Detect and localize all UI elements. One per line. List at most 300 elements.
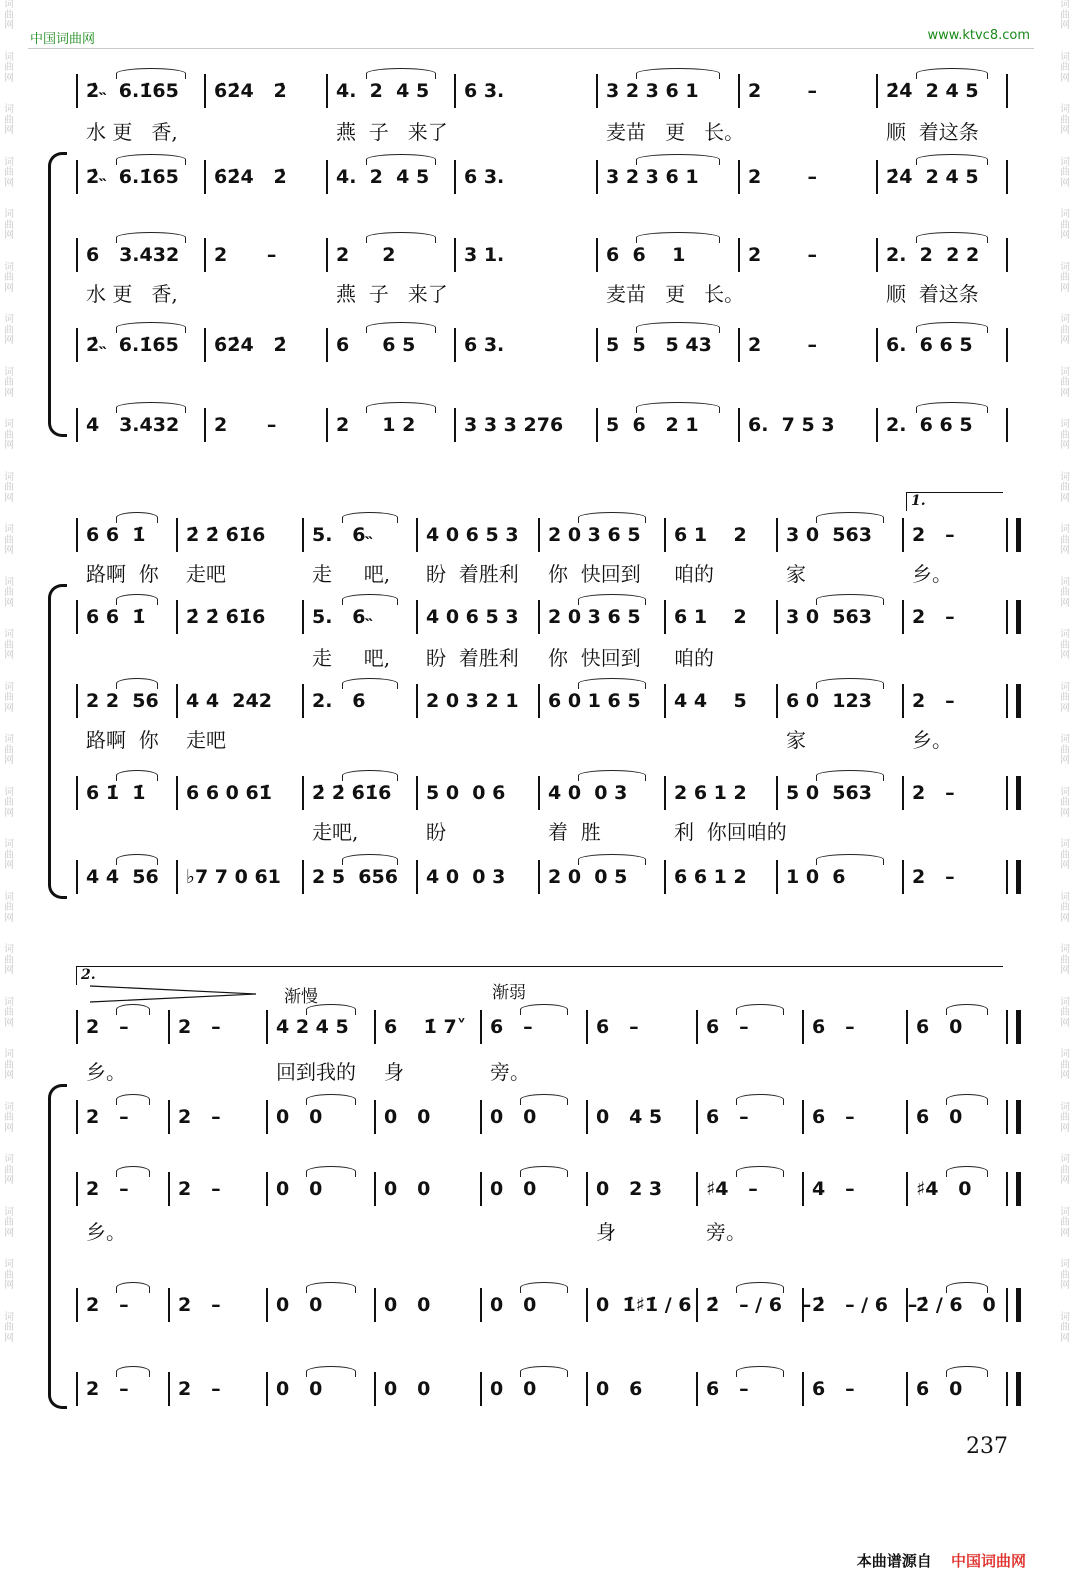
slur-mark (116, 232, 186, 243)
staff-row (76, 606, 1030, 628)
lyric-text: 你 快回到 (548, 646, 641, 670)
barline (906, 1288, 908, 1322)
slur-mark (366, 154, 436, 165)
tempo-marking: 渐慢 (284, 987, 318, 1007)
final-barline (1006, 1288, 1021, 1322)
slur-mark (816, 678, 884, 689)
lyric-text: 麦苗 更 长。 (606, 282, 745, 306)
barline (596, 74, 598, 108)
barline (906, 1372, 908, 1406)
measure-notes: 2 – (178, 1178, 221, 1200)
measure-notes: 1 0 6 (786, 866, 846, 888)
slur-mark (916, 402, 988, 413)
page-number: 237 (966, 1434, 1008, 1459)
barline (416, 776, 418, 810)
staff-row (76, 690, 1030, 712)
measure-notes: 2. 6 (312, 690, 366, 712)
staff-row (76, 866, 1030, 888)
barline (480, 1172, 482, 1206)
lyric-text: 盼 着胜利 (426, 646, 519, 670)
system-bracket-bottom (48, 420, 67, 437)
lyric-text: 走 吧, (312, 562, 391, 586)
footer-site: 中国词曲网 (950, 1552, 1026, 1570)
measure-notes: 2 – (912, 606, 955, 628)
barline (168, 1100, 170, 1134)
barline (416, 600, 418, 634)
barline (538, 860, 540, 894)
slur-mark (578, 770, 646, 781)
site-name-header: 中国词曲网 (30, 32, 96, 47)
lyric-text: 身 (596, 1220, 616, 1244)
slur-mark (736, 1094, 784, 1105)
barline (168, 1288, 170, 1322)
staff-row (76, 1178, 1030, 1200)
barline (76, 518, 78, 552)
score-system-1 (48, 62, 1030, 442)
barline (586, 1100, 588, 1134)
barline (596, 160, 598, 194)
lyric-text: 路啊 你 (86, 562, 159, 586)
slur-mark (116, 1366, 150, 1377)
lyric-text: 家 (786, 562, 806, 586)
slur-mark (946, 1004, 988, 1015)
lyric-row (76, 646, 1030, 670)
measure-notes: 2 – (912, 524, 955, 546)
measure-notes: 2 – (748, 166, 818, 188)
measure-notes: 6 3. (464, 334, 505, 356)
measure-notes: 4 0 6 5 3 (426, 524, 519, 546)
measure-notes: 6. 6 6 5 (886, 334, 973, 356)
barline (664, 684, 666, 718)
measure-notes: 6 3. (464, 166, 505, 188)
slur-mark (116, 322, 186, 333)
final-barline (1006, 238, 1008, 272)
slur-mark (520, 1166, 568, 1177)
staff-row (76, 1378, 1030, 1400)
measure-notes: 6 – (490, 1016, 533, 1038)
lyric-row (76, 820, 1030, 844)
slur-mark (306, 1094, 356, 1105)
measure-notes: 6 0 (916, 1378, 963, 1400)
measure-notes: 0 0 (490, 1106, 537, 1128)
system-bracket (48, 1098, 57, 1392)
slur-mark (306, 1166, 356, 1177)
measure-notes: 3 1. (464, 244, 505, 266)
slur-mark (736, 1166, 784, 1177)
measure-notes: 6̇2̇4 2̇ (214, 334, 287, 356)
final-barline (1006, 160, 1008, 194)
staff-row (76, 166, 1030, 188)
slur-mark (816, 594, 884, 605)
measure-notes: 4 4 56 (86, 866, 159, 888)
barline (454, 328, 456, 362)
watermark-left: 词 曲 网 词 曲 网 词 曲 网 词 曲 网 词 曲 网 词 曲 网 词 曲 网 词 曲 网 词 曲 网 词 曲 网 词 曲 网 词 曲 网 词 曲 网 词 曲 网 词 曲 网 词 曲 网 词 曲 网 词 曲 网 词 曲 网 词 曲 网 词 曲 网 词 曲 网 词 曲 网 词 曲 网 词 曲 网 词 曲 网 (4, 0, 14, 1344)
measure-notes: 0 0 (276, 1178, 323, 1200)
barline (204, 74, 206, 108)
volta-bracket (906, 492, 1003, 511)
barline (176, 518, 178, 552)
slur-mark (578, 854, 646, 865)
measure-notes: 4 0 6 5 3 (426, 606, 519, 628)
lyric-text: 顺 着这条 (886, 282, 979, 306)
measure-notes: 2 – (748, 334, 818, 356)
lyric-text: 咱的 (674, 646, 714, 670)
slur-mark (366, 68, 436, 79)
measure-notes: 2 – (178, 1016, 221, 1038)
slur-mark (816, 770, 884, 781)
slur-mark (116, 512, 158, 523)
measure-notes: 5. 6˵ (312, 524, 372, 546)
barline (902, 600, 904, 634)
measure-notes: 2̇ 2̇ 6̇1̇6 (186, 524, 266, 546)
measure-notes: 5 0 0 6 (426, 782, 506, 804)
lyric-text: 燕 子 来了 (336, 282, 448, 306)
slur-mark (116, 678, 158, 689)
barline (776, 776, 778, 810)
slur-mark (636, 232, 720, 243)
lyric-text: 旁。 (490, 1060, 530, 1084)
barline (374, 1172, 376, 1206)
barline (738, 160, 740, 194)
barline (416, 518, 418, 552)
slur-mark (578, 512, 646, 523)
measure-notes: 6 6 0 61̇ (186, 782, 272, 804)
lyric-text: 回到我的 (276, 1060, 356, 1084)
measure-notes: 2 – (178, 1106, 221, 1128)
measure-notes: 2 – (86, 1378, 129, 1400)
measure-notes: 5. 6˵ (312, 606, 372, 628)
measure-notes: 4 – (812, 1178, 855, 1200)
final-barline (1006, 328, 1008, 362)
measure-notes: 0 0 (276, 1378, 323, 1400)
measure-notes: 5 6 2 1 (606, 414, 699, 436)
measure-notes: 6 6 5 (336, 334, 416, 356)
lyric-text: 乡。 (86, 1060, 126, 1084)
lyric-text: 盼 着胜利 (426, 562, 519, 586)
slur-mark (578, 594, 646, 605)
final-barline (1006, 776, 1021, 810)
slur-mark (116, 1004, 150, 1015)
measure-notes: 4. 2 4 5 (336, 166, 430, 188)
measure-notes: 2. 6 6 5 (886, 414, 973, 436)
barline (416, 860, 418, 894)
barline (76, 1288, 78, 1322)
slur-mark (520, 1004, 568, 1015)
barline (586, 1288, 588, 1322)
lyric-text: 水 更 香, (86, 282, 178, 306)
lyric-text: 走 吧, (312, 646, 391, 670)
measure-notes: 0 0 (276, 1106, 323, 1128)
volta-number: 1. (911, 493, 926, 509)
lyric-text: 顺 着这条 (886, 120, 979, 144)
final-barline (1006, 1010, 1021, 1044)
barline (776, 684, 778, 718)
barline (454, 74, 456, 108)
slur-mark (116, 402, 186, 413)
barline (596, 238, 598, 272)
barline (266, 1288, 268, 1322)
slur-mark (736, 1282, 784, 1293)
barline (902, 518, 904, 552)
measure-notes: 4 2 4 5 (276, 1016, 349, 1038)
footer-source: 本曲谱源自 (856, 1552, 932, 1570)
slur-mark (366, 322, 436, 333)
lyric-text: 走吧 (186, 562, 226, 586)
lyric-text: 走吧, (312, 820, 359, 844)
barline (480, 1100, 482, 1134)
lyric-text: 燕 子 来了 (336, 120, 448, 144)
barline (586, 1010, 588, 1044)
slur-mark (116, 594, 158, 605)
barline (480, 1288, 482, 1322)
barline (902, 684, 904, 718)
measure-notes: 6 0 123 (786, 690, 872, 712)
measure-notes: 0 0 (384, 1178, 431, 1200)
measure-notes: 4. 2 4 5 (336, 80, 430, 102)
measure-notes: 2̇ – / 6 – (812, 1294, 918, 1316)
barline (266, 1100, 268, 1134)
lyric-text: 水 更 香, (86, 120, 178, 144)
lyric-text: 你 快回到 (548, 562, 641, 586)
slur-mark (946, 1282, 988, 1293)
barline (374, 1372, 376, 1406)
measure-notes: 0 0 (384, 1294, 431, 1316)
measure-notes: 6 0 (916, 1106, 963, 1128)
final-barline (1006, 74, 1008, 108)
measure-notes: 6 – (812, 1106, 855, 1128)
barline (76, 1172, 78, 1206)
measure-notes: 2 – (86, 1294, 129, 1316)
lyric-text: 乡。 (86, 1220, 126, 1244)
barline (168, 1172, 170, 1206)
measure-notes: ♭7 7 0 61 (186, 866, 281, 888)
slur-mark (736, 1004, 784, 1015)
slur-mark (116, 1094, 150, 1105)
slur-mark (946, 1094, 988, 1105)
barline (664, 860, 666, 894)
barline (76, 160, 78, 194)
measure-notes: 6. 7 5 3 (748, 414, 835, 436)
barline (596, 408, 598, 442)
barline (266, 1010, 268, 1044)
watermark-right: 词 曲 网 词 曲 网 词 曲 网 词 曲 网 词 曲 网 词 曲 网 词 曲 网 词 曲 网 词 曲 网 词 曲 网 词 曲 网 词 曲 网 词 曲 网 词 曲 网 词 曲 网 词 曲 网 词 曲 网 词 曲 网 词 曲 网 词 曲 网 词 曲 网 词 曲 网 词 曲 网 词 曲 网 词 曲 网 词 曲 网 (1060, 0, 1070, 1344)
lyric-text: 乡。 (912, 728, 952, 752)
measure-notes: 2̇ – / 6 – (706, 1294, 812, 1316)
measure-notes: 2̇˵ 6.1̇65 (86, 80, 179, 102)
measure-notes: 6 – (596, 1016, 639, 1038)
lyric-text: 路啊 你 (86, 728, 159, 752)
system-bracket-bottom (48, 1392, 67, 1409)
barline (586, 1172, 588, 1206)
measure-notes: 2 2 56 (86, 690, 159, 712)
measure-notes: 2 – (86, 1106, 129, 1128)
slur-mark (520, 1094, 568, 1105)
barline (374, 1010, 376, 1044)
barline (596, 328, 598, 362)
slur-mark (816, 512, 884, 523)
barline (76, 776, 78, 810)
final-barline (1006, 684, 1021, 718)
measure-notes: 2 – (748, 80, 818, 102)
barline (302, 600, 304, 634)
barline (176, 860, 178, 894)
final-barline (1006, 1100, 1021, 1134)
system-bracket (48, 598, 57, 882)
barline (204, 238, 206, 272)
measure-notes: 2̇4̇ 2 4 5 (886, 80, 979, 102)
measure-notes: 6 0 1 6 5 (548, 690, 641, 712)
slur-mark (342, 854, 398, 865)
slur-mark (578, 678, 646, 689)
lyric-row (76, 120, 1030, 144)
barline (776, 860, 778, 894)
decrescendo-hairpin (88, 984, 258, 1004)
barline (326, 160, 328, 194)
measure-notes: 2 0 3 6 5 (548, 524, 641, 546)
barline (326, 328, 328, 362)
measure-notes: 2̇ 2̇ 6̇1̇6 (186, 606, 266, 628)
barline (876, 328, 878, 362)
barline (176, 600, 178, 634)
slur-mark (916, 322, 988, 333)
barline (906, 1172, 908, 1206)
barline (76, 600, 78, 634)
staff-row (76, 80, 1030, 102)
slur-mark (520, 1282, 568, 1293)
slur-mark (946, 1166, 988, 1177)
barline (176, 684, 178, 718)
barline (76, 684, 78, 718)
slur-mark (520, 1366, 568, 1377)
measure-notes: 2̇ 2̇ 6̇1̇6 (312, 782, 392, 804)
measure-notes: 0 0 (490, 1378, 537, 1400)
measure-notes: 6̇2̇4 2̇ (214, 166, 287, 188)
measure-notes: 2 2 (336, 244, 396, 266)
lyric-row (76, 1060, 1030, 1084)
barline (696, 1288, 698, 1322)
measure-notes: 0 4 5 (596, 1106, 663, 1128)
barline (266, 1172, 268, 1206)
staff-row (76, 244, 1030, 266)
measure-notes: 6 1 2 (674, 524, 747, 546)
slur-mark (306, 1366, 356, 1377)
measure-notes: 2 – (912, 690, 955, 712)
slur-mark (736, 1366, 784, 1377)
slur-mark (916, 68, 988, 79)
measure-notes: 0 0 (384, 1378, 431, 1400)
lyric-text: 盼 (426, 820, 446, 844)
measure-notes: 3 2 3 6 1 (606, 166, 699, 188)
measure-notes: 0 6 (596, 1378, 643, 1400)
measure-notes: 2 – (178, 1294, 221, 1316)
barline (454, 160, 456, 194)
measure-notes: 3 0 563 (786, 606, 872, 628)
measure-notes: ♯4 – (706, 1178, 758, 1200)
measure-notes: ♯4 0 (916, 1178, 972, 1200)
lyric-text: 身 (384, 1060, 404, 1084)
barline (302, 776, 304, 810)
measure-notes: 6 6 1 (606, 244, 686, 266)
measure-notes: 3 0 563 (786, 524, 872, 546)
barline (168, 1010, 170, 1044)
measure-notes: 3 2 3 6 1 (606, 80, 699, 102)
slur-mark (946, 1366, 988, 1377)
lyric-row (76, 1220, 1030, 1244)
final-barline (1006, 600, 1021, 634)
lyric-text: 走吧 (186, 728, 226, 752)
barline (696, 1100, 698, 1134)
barline (802, 1100, 804, 1134)
barline (168, 1372, 170, 1406)
measure-notes: 2. 2 2 2 (886, 244, 980, 266)
slur-mark (636, 154, 720, 165)
measure-notes: 0 0 (276, 1294, 323, 1316)
slur-mark (916, 154, 988, 165)
measure-notes: 6 1 2 (674, 606, 747, 628)
barline (776, 518, 778, 552)
barline (302, 684, 304, 718)
measure-notes: 4 4 5 (674, 690, 747, 712)
barline (76, 860, 78, 894)
barline (538, 518, 540, 552)
barline (76, 74, 78, 108)
barline (76, 408, 78, 442)
slur-mark (116, 854, 158, 865)
barline (664, 518, 666, 552)
measure-notes: 2 6 1 2 (674, 782, 747, 804)
measure-notes: 6 6 1̇ (86, 606, 146, 628)
lyric-row (76, 562, 1030, 586)
barline (876, 160, 878, 194)
slur-mark (342, 594, 398, 605)
measure-notes: 2 5 656 (312, 866, 398, 888)
barline (538, 684, 540, 718)
slur-mark (342, 512, 398, 523)
measure-notes: 2 1 2 (336, 414, 416, 436)
barline (454, 238, 456, 272)
slur-mark (366, 232, 436, 243)
barline (738, 408, 740, 442)
measure-notes: 6 1̇ 1̇ (86, 782, 146, 804)
footer-credit (857, 1550, 1026, 1571)
lyric-row (76, 728, 1030, 752)
measure-notes: 6 – (706, 1016, 749, 1038)
measure-notes: 2 0 0 5 (548, 866, 628, 888)
barline (696, 1172, 698, 1206)
staff-row (76, 1294, 1030, 1316)
barline (76, 238, 78, 272)
header-rule (28, 48, 1034, 49)
barline (480, 1372, 482, 1406)
barline (876, 238, 878, 272)
measure-notes: 2̇˵ 6.1̇65 (86, 166, 179, 188)
barline (738, 328, 740, 362)
measure-notes: 4 4 242 (186, 690, 272, 712)
slur-mark (636, 402, 720, 413)
measure-notes: 6 – (706, 1106, 749, 1128)
measure-notes: 5 5 5 43 (606, 334, 712, 356)
barline (176, 776, 178, 810)
barline (374, 1100, 376, 1134)
slur-mark (916, 232, 988, 243)
measure-notes: 6 6 1 2 (674, 866, 747, 888)
measure-notes: 2̇˵ 6.1̇65 (86, 334, 179, 356)
staff-row (76, 1106, 1030, 1128)
slur-mark (636, 322, 720, 333)
staff-row (76, 1016, 1030, 1038)
measure-notes: 2 – (214, 414, 277, 436)
final-barline (1006, 1372, 1021, 1406)
